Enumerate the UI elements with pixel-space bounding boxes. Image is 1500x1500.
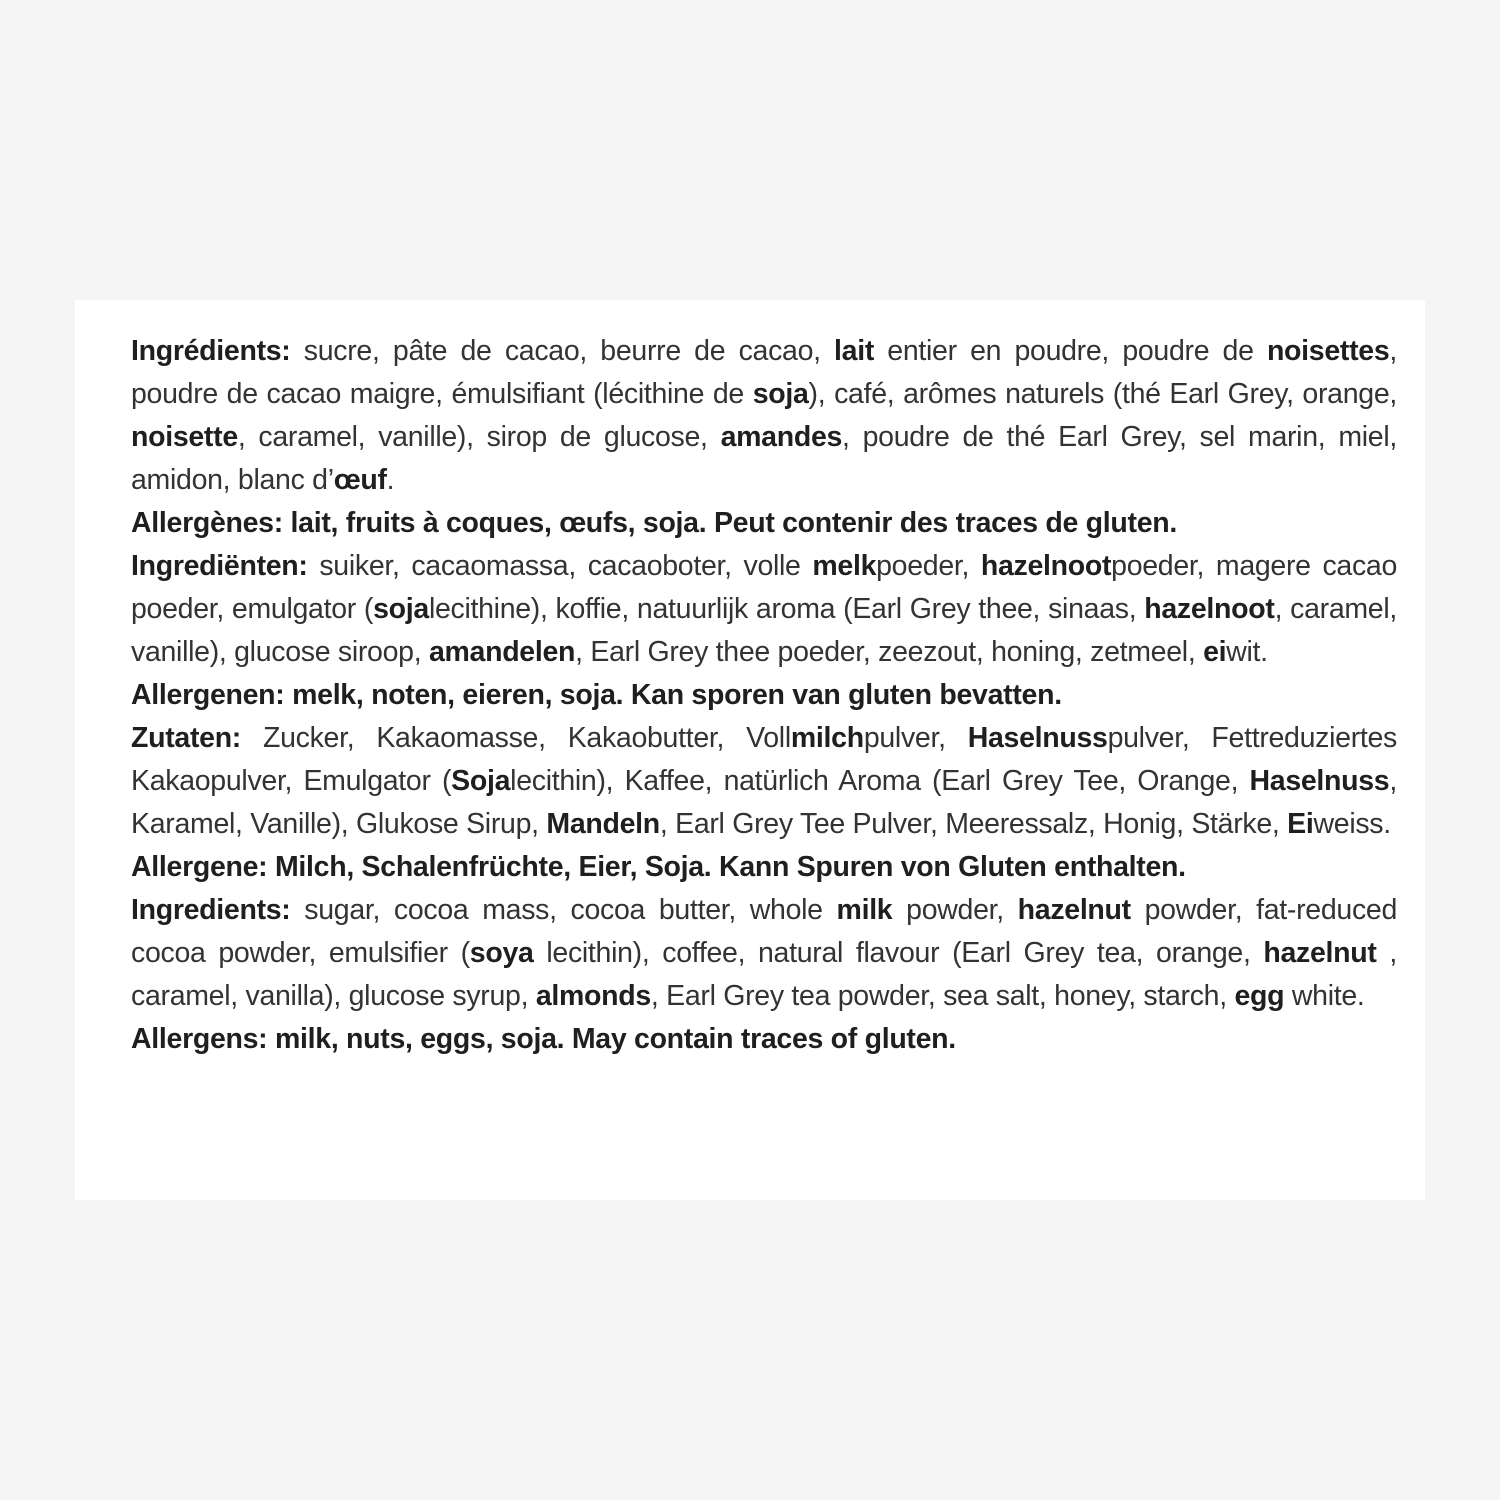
allergens-en: Allergens: milk, nuts, eggs, soja. May contain traces of gluten. <box>131 1023 956 1055</box>
allergens-de: Allergene: Milch, Schalenfrüchte, Eier, Soja. Kann Spuren von Gluten enthalten. <box>131 851 1186 883</box>
ingredients-de: Zutaten: Zucker, Kakaomasse, Kakaobutter, Vollmilchpulver, Haselnusspulver, Fettreduziertes Kakaopulver, Emulgator (Sojalecithin), Kaffee, natürlich Aroma (Earl Grey Tee, Orange, Haselnuss, Karamel, Vanille), Glukose Sirup, Mandeln, Earl Grey Tee Pulver, Meeressalz, Honig, Stärke, Eiweiss. <box>131 722 1398 840</box>
ingredients-fr: Ingrédients: sucre, pâte de cacao, beurre de cacao, lait entier en poudre, poudre de noisettes, poudre de cacao maigre, émulsifiant (lécithine de soja), café, arômes naturels (thé Earl Grey, orange, noisette, caramel, vanille), sirop de glucose, amandes, poudre de thé Earl Grey, sel marin, miel, amidon, blanc d’œuf. <box>131 335 1397 496</box>
ingredient-label <box>75 300 1425 1200</box>
ingredients-en: Ingredients: sugar, cocoa mass, cocoa butter, whole milk powder, hazelnut powder, fat-reduced cocoa powder, emulsifier (soya lecithin), coffee, natural flavour (Earl Grey tea, orange, hazelnut , caramel, vanilla), glucose syrup, almonds, Earl Grey tea powder, sea salt, honey, starch, egg white. <box>131 894 1397 1012</box>
ingredients-nl: Ingrediënten: suiker, cacaomassa, cacaoboter, volle melkpoeder, hazelnootpoeder, magere cacao poeder, emulgator (sojalecithine), koffie, natuurlijk aroma (Earl Grey thee, sinaas, hazelnoot, caramel, vanille), glucose siroop, amandelen, Earl Grey thee poeder, zeezout, honing, zetmeel, eiwit. <box>131 550 1398 668</box>
allergens-fr: Allergènes: lait, fruits à coques, œufs, soja. Peut contenir des traces de gluten. <box>131 507 1177 539</box>
allergens-nl: Allergenen: melk, noten, eieren, soja. Kan sporen van gluten bevatten. <box>131 679 1062 711</box>
